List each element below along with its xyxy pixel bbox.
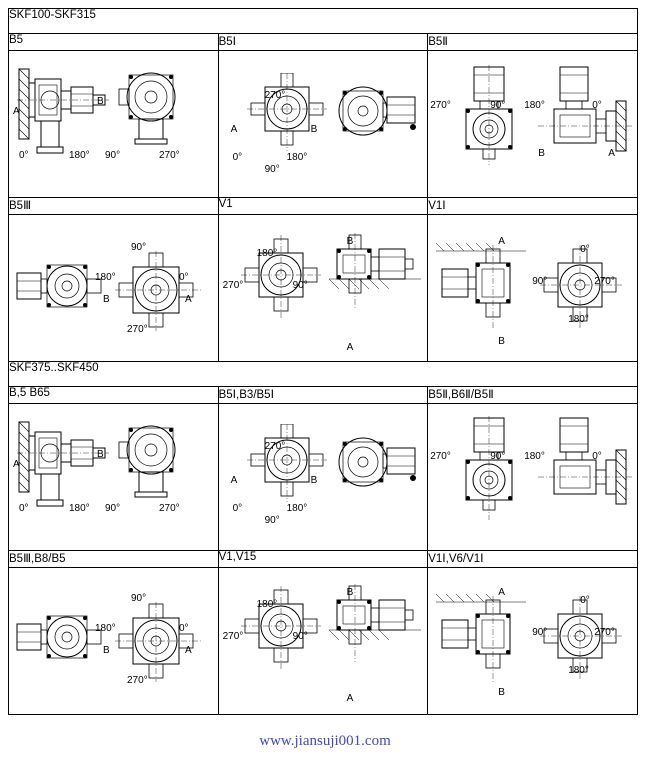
- label-A: A: [498, 236, 505, 247]
- cell-label-b5b65: B,5 B65: [9, 387, 219, 404]
- label-angle-0: 0°: [232, 503, 243, 514]
- figure-b5: [9, 51, 218, 197]
- section-header-skf375: SKF375..SKF450: [9, 362, 638, 387]
- label-B: B: [97, 449, 104, 460]
- section-header-skf100: SKF100-SKF315: [9, 9, 638, 34]
- figure-b5-2: [428, 51, 637, 197]
- figure-cell-b5-3: [9, 215, 219, 362]
- figure-cell-b5-3b8: [9, 568, 219, 715]
- label-A: A: [185, 294, 192, 305]
- label-angle-180: 180°: [95, 272, 116, 283]
- cell-label-b5-1: B5Ⅰ: [218, 34, 428, 51]
- label-angle-270: 270°: [159, 503, 180, 514]
- motor-horizontal-view: [434, 241, 534, 345]
- cell-label-v1-1: V1Ⅰ: [428, 198, 638, 215]
- figure-cell-v1-1v6: [428, 568, 638, 715]
- label-angle-0: 0°: [592, 451, 602, 462]
- label-angle-90: 90°: [264, 164, 280, 175]
- label-angle-0: 0°: [580, 244, 590, 255]
- figure-cell-b5: [9, 51, 219, 198]
- figure-cell-b5-2: [428, 51, 638, 198]
- label-angle-90: 90°: [490, 451, 506, 462]
- cell-label-b5-3: B5Ⅲ: [9, 198, 219, 215]
- label-B: B: [103, 294, 110, 305]
- figure-cell-v1: [218, 215, 428, 362]
- gear-end-view: [247, 424, 327, 504]
- label-angle-270: 270°: [594, 627, 615, 638]
- cell-label-b5-2b6: B5Ⅱ,B6Ⅱ/B5Ⅱ: [428, 387, 638, 404]
- gear-end-view: [241, 586, 321, 670]
- label-angle-270: 270°: [222, 280, 244, 291]
- table-row: [9, 387, 638, 404]
- label-angle-0: 0°: [232, 152, 243, 163]
- label-angle-180: 180°: [568, 314, 589, 325]
- figure-v1-1v6: [428, 568, 637, 714]
- table-row: [9, 34, 638, 51]
- label-angle-180: 180°: [286, 503, 308, 514]
- gear-end-view: [241, 235, 321, 319]
- label-B: B: [498, 687, 505, 698]
- cell-label-v1-1v6: V1Ⅰ,V6/V1Ⅰ: [428, 551, 638, 568]
- gear-assembly-view: [15, 606, 105, 678]
- gear-end-view: [247, 73, 327, 153]
- label-angle-0: 0°: [19, 150, 29, 161]
- table-row: [9, 362, 638, 387]
- figure-cell-b5b65: [9, 404, 219, 551]
- label-angle-270: 270°: [430, 451, 451, 462]
- label-angle-90: 90°: [264, 515, 280, 526]
- label-angle-180: 180°: [256, 599, 278, 610]
- cell-label-v1: V1: [218, 198, 428, 215]
- motor-wall-mount-view: [538, 416, 634, 540]
- label-A: A: [346, 693, 354, 704]
- gear-end-view: [113, 414, 189, 500]
- cell-label-v1v15: V1,V15: [218, 551, 428, 568]
- table-row: [9, 215, 638, 362]
- gear-end-view: [115, 251, 201, 331]
- label-angle-180: 180°: [256, 248, 278, 259]
- label-angle-180: 180°: [286, 152, 308, 163]
- label-angle-0: 0°: [179, 272, 189, 283]
- gear-side-view: [17, 61, 109, 161]
- figure-b5-3: [9, 215, 218, 361]
- gear-end-view: [113, 61, 189, 147]
- figure-cell-b5-1b3: [218, 404, 428, 551]
- motor-vertical-shaft-view: [327, 233, 423, 345]
- cell-label-b5-3b8: B5Ⅲ,B8/B5: [9, 551, 219, 568]
- watermark-url: www.jiansuji001.com: [259, 733, 391, 749]
- label-B: B: [346, 587, 354, 598]
- label-B: B: [97, 96, 104, 107]
- figure-b5-3b8: [9, 568, 218, 714]
- label-B: B: [346, 236, 354, 247]
- figure-b5-2b6: [428, 404, 637, 550]
- label-angle-90: 90°: [105, 150, 121, 161]
- table-row: [9, 404, 638, 551]
- cell-label-b5-1b3: B5Ⅰ,B3/B5Ⅰ: [218, 387, 428, 404]
- motor-vertical-shaft-view: [327, 584, 423, 698]
- label-angle-180: 180°: [524, 100, 545, 111]
- motor-assembly-view: [335, 428, 421, 504]
- label-angle-90: 90°: [131, 242, 147, 253]
- label-angle-90: 90°: [292, 631, 308, 642]
- gear-end-view: [115, 602, 201, 682]
- label-A: A: [13, 459, 20, 470]
- label-A: A: [608, 148, 615, 159]
- cell-label-b5-2: B5Ⅱ: [428, 34, 638, 51]
- label-angle-180: 180°: [568, 665, 589, 676]
- motor-vertical-view: [450, 65, 532, 185]
- label-A: A: [230, 124, 238, 135]
- figure-v1v15: [219, 568, 428, 714]
- table-row: [9, 9, 638, 34]
- figure-v1-1: [428, 215, 637, 361]
- cell-label-b5: B5: [9, 34, 219, 51]
- figure-b5b65: [9, 404, 218, 550]
- label-angle-0: 0°: [19, 503, 29, 514]
- label-angle-90: 90°: [532, 627, 548, 638]
- label-angle-180: 180°: [524, 451, 545, 462]
- label-angle-90: 90°: [532, 276, 548, 287]
- label-angle-270: 270°: [264, 90, 286, 101]
- motor-wall-mount-view: [538, 65, 634, 187]
- label-angle-180: 180°: [95, 623, 116, 634]
- figure-b5-1: [219, 51, 428, 197]
- label-A: A: [498, 587, 505, 598]
- figure-cell-v1v15: [218, 568, 428, 715]
- label-A: A: [13, 106, 20, 117]
- gear-side-view: [17, 414, 109, 514]
- table-row: [9, 198, 638, 215]
- motor-vertical-view: [450, 416, 532, 540]
- table-row: [9, 568, 638, 715]
- gear-assembly-view: [15, 255, 105, 325]
- figure-cell-b5-2b6: [428, 404, 638, 551]
- motor-horizontal-view: [434, 592, 534, 698]
- table-row: [9, 51, 638, 198]
- label-angle-90: 90°: [131, 593, 147, 604]
- figure-cell-v1-1: [428, 215, 638, 362]
- label-angle-180: 180°: [69, 503, 90, 514]
- label-angle-270: 270°: [159, 150, 180, 161]
- label-angle-270: 270°: [222, 631, 244, 642]
- label-angle-270: 270°: [127, 324, 148, 335]
- label-angle-180: 180°: [69, 150, 90, 161]
- label-angle-270: 270°: [127, 675, 148, 686]
- label-A: A: [185, 645, 192, 656]
- label-angle-0: 0°: [580, 595, 590, 606]
- figure-cell-b5-1: [218, 51, 428, 198]
- label-angle-270: 270°: [594, 276, 615, 287]
- label-angle-0: 0°: [179, 623, 189, 634]
- label-angle-90: 90°: [490, 100, 506, 111]
- label-angle-90: 90°: [292, 280, 308, 291]
- label-B: B: [310, 124, 318, 135]
- mounting-position-chart: [0, 8, 650, 760]
- label-B: B: [103, 645, 110, 656]
- label-angle-0: 0°: [592, 100, 602, 111]
- label-B: B: [538, 148, 545, 159]
- label-angle-270: 270°: [430, 100, 451, 111]
- label-B: B: [310, 475, 318, 486]
- positions-table: [8, 8, 638, 715]
- label-A: A: [346, 342, 354, 353]
- motor-assembly-view: [335, 77, 421, 153]
- label-B: B: [498, 336, 505, 347]
- label-angle-90: 90°: [105, 503, 121, 514]
- figure-b5-1b3: [219, 404, 428, 550]
- table-row: [9, 551, 638, 568]
- figure-v1: [219, 215, 428, 361]
- label-angle-270: 270°: [264, 441, 286, 452]
- label-A: A: [230, 475, 238, 486]
